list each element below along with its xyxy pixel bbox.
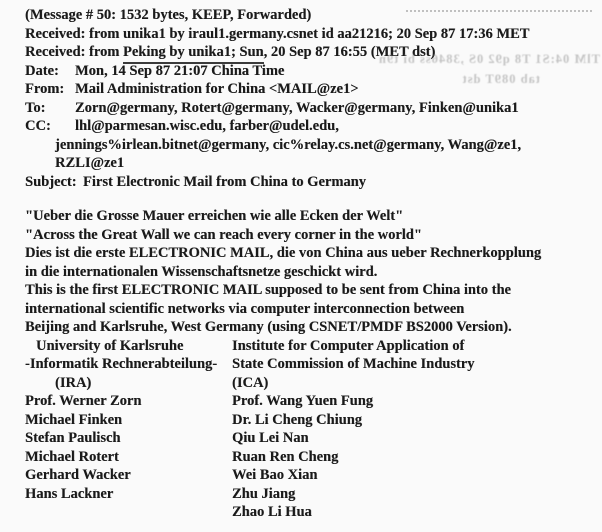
header-field-to	[25, 99, 602, 118]
body-line: Dies ist die erste ELECTRONIC MAIL, die von China aus ueber Rechnerkopplung	[25, 245, 542, 261]
sig-right-line: Institute for Computer Application of	[232, 337, 465, 354]
from-value: Mail Administration for China <MAIL@ze1>	[75, 81, 359, 97]
bleedthrough-artifact: tab 089T dst	[461, 72, 540, 86]
body-line: international scientific networks via computer interconnection between	[25, 300, 465, 317]
body-line: Beijing and Karlsruhe, West Germany (using CSNET/PMDF BS2000 Version).	[25, 319, 512, 335]
sig-right-line: Dr. Li Cheng Chiung	[232, 411, 363, 428]
body-quote-english: "Across the Great Wall we can reach every corner in the world"	[25, 226, 422, 243]
received-line-2-prefix: Received: from	[25, 44, 123, 60]
sig-left-line: Michael Finken	[25, 411, 123, 428]
signature-column-ica	[232, 337, 602, 522]
date-label: Date:	[25, 62, 59, 79]
signature-column-karlsruhe	[25, 337, 232, 522]
sig-left-line: -Informatik Rechnerabteilung-	[25, 356, 218, 372]
email-body	[25, 207, 602, 337]
sig-right-line: Zhao Li Hua	[232, 504, 312, 520]
sig-left-line: Michael Rotert	[25, 448, 119, 465]
cc-continuation-line-2: RZLI@ze1	[55, 155, 125, 171]
sig-left-line: (IRA)	[55, 374, 92, 391]
header-field-subject	[25, 173, 602, 192]
body-quote-german: "Ueber die Grosse Mauer erreichen wie alle Ecken der Welt"	[25, 208, 404, 224]
date-value: Mon, 14 Sep 87 21:07 China Time	[75, 62, 285, 79]
sig-right-line: Zhu Jiang	[232, 485, 296, 502]
message-info-line: (Message # 50: 1532 bytes, KEEP, Forwarded)	[25, 7, 312, 23]
sig-left-line: Gerhard Wacker	[25, 467, 131, 483]
cc-value: lhl@parmesan.wisc.edu, farber@udel.edu,	[75, 118, 339, 134]
to-value: Zorn@germany, Rotert@germany, Wacker@germany, Finken@unika1	[75, 99, 519, 116]
subject-value: First Electronic Mail from China to Germany	[83, 173, 366, 190]
to-label: To:	[25, 99, 46, 116]
sig-right-line: State Commission of Machine Industry	[232, 356, 475, 372]
sig-right-line: Prof. Wang Yuen Fung	[232, 393, 374, 409]
sig-right-line: Qiu Lei Nan	[232, 430, 309, 446]
sig-left-line: University of Karlsruhe	[36, 337, 184, 354]
body-line: in die internationalen Wissenschaftsnetze geschickt wird.	[25, 263, 378, 280]
scan-dotted-line-artifact	[406, 10, 592, 12]
received-line-1: Received: from unika1 by iraul1.germany.csnet id aa21216; 20 Sep 87 17:36 MET	[25, 25, 530, 42]
subject-label: Subject:	[25, 173, 77, 190]
cc-continuation-line-1: jennings%irlean.bitnet@germany, cic%relay.cs.net@germany, Wang@ze1,	[55, 136, 522, 153]
body-line: This is the first ELECTRONIC MAIL supposed to be sent from China into the	[25, 282, 511, 298]
sig-right-line: Ruan Ren Cheng	[232, 448, 339, 465]
received-line-2-suffix: , 20 Sep 87 16:55 (MET dst)	[263, 44, 436, 60]
received-line-2-underlined: Peking by unika1; Sun	[123, 43, 264, 64]
sig-left-line: Stefan Paulisch	[25, 430, 121, 446]
from-label: From:	[25, 81, 65, 97]
cc-label: CC:	[25, 118, 51, 134]
email-header	[25, 6, 602, 191]
signature-block	[25, 337, 602, 522]
bleedthrough-artifact: TlM 04:S1 T8 q92 0S ,3846ss bi t9n	[377, 52, 600, 66]
sig-left-line: Prof. Werner Zorn	[25, 393, 142, 409]
sig-right-line: Wei Bao Xian	[232, 467, 318, 483]
header-field-cc	[25, 117, 602, 136]
sig-left-line: Hans Lackner	[25, 485, 114, 502]
sig-right-line: (ICA)	[232, 374, 269, 391]
